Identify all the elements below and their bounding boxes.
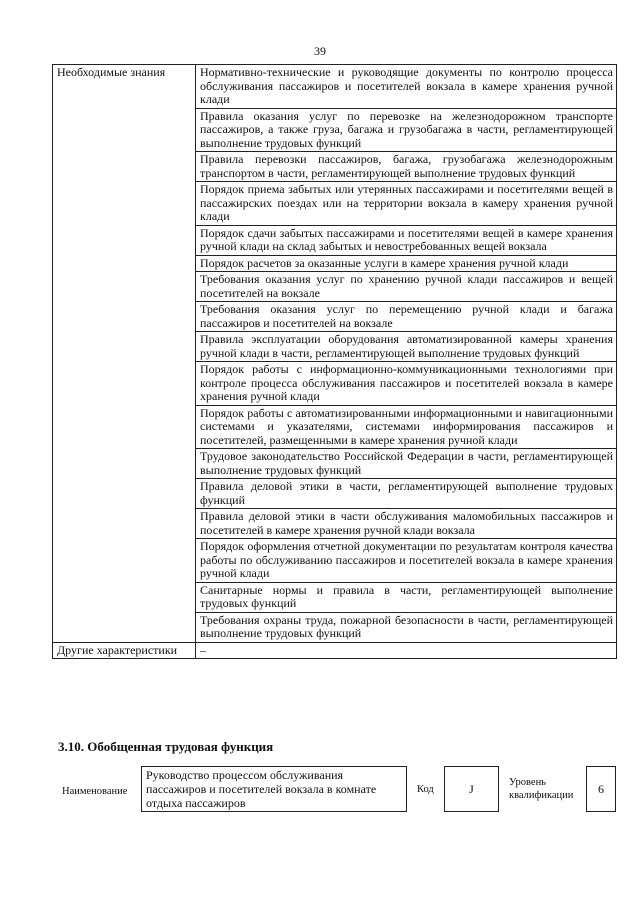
table-cell: Требования оказания услуг по хранению ручной клади пассажиров и вещей посетителей на вокзале [196, 272, 617, 302]
table-cell: Требования оказания услуг по перемещению ручной клади и багажа пассажиров и посетителей на вокзале [196, 302, 617, 332]
table-cell: Порядок работы с автоматизированными информационными и навигационными системами и указателями, системами информирования пассажиров и посетителей, размещенными в камере хранения ручной клади [196, 405, 617, 449]
table-cell: Правила деловой этики в части обслуживания маломобильных пассажиров и посетителей в камере хранения ручной клади вокзала [196, 509, 617, 539]
code-value: J [444, 766, 499, 812]
qualification-level-label: Уровень квалификации [509, 777, 574, 801]
table-cell: Правила оказания услуг по перевозке на железнодорожном транспорте пассажиров, а также груза, багажа и грузобагажа в части, регламентирующей выполнение трудовых функций [196, 108, 617, 152]
page-number: 39 [314, 44, 326, 58]
name-value: Руководство процессом обслуживания пассажиров и посетителей вокзала в комнате отдыха пассажиров [141, 766, 407, 812]
table-cell: Правила деловой этики в части, регламентирующей выполнение трудовых функций [196, 479, 617, 509]
table-cell: – [196, 642, 617, 659]
table-cell: Трудовое законодательство Российской Федерации в части, регламентирующей выполнение трудовых функций [196, 449, 617, 479]
row-label: Необходимые знания [53, 65, 196, 643]
row-label: Другие характеристики [53, 642, 196, 659]
table-cell: Порядок расчетов за оказанные услуги в камере хранения ручной клади [196, 255, 617, 272]
table-cell: Порядок приема забытых или утерянных пассажирами и посетителями вещей в пассажирских поездах или на территории вокзала в камеру хранения ручной клади [196, 182, 617, 226]
name-label: Наименование [62, 786, 128, 797]
table-cell: Правила перевозки пассажиров, багажа, грузобагажа железнодорожным транспортом в части, регламентирующей выполнение трудовых функций [196, 152, 617, 182]
table-cell: Санитарные нормы и правила в части, регламентирующей выполнение трудовых функций [196, 582, 617, 612]
qualification-level-value: 6 [586, 766, 616, 812]
table-cell: Порядок работы с информационно-коммуникационными технологиями при контроле процесса обслуживания пассажиров и посетителей вокзала в камере хранения ручной клади [196, 362, 617, 406]
section-heading: 3.10. Обобщенная трудовая функция [58, 739, 274, 754]
generalized-function-row [0, 766, 640, 820]
table-cell: Требования охраны труда, пожарной безопасности в части, регламентирующей выполнение трудовых функций [196, 612, 617, 642]
knowledge-table [52, 64, 617, 659]
table-cell: Порядок сдачи забытых пассажирами и посетителями вещей в камере хранения ручной клади на склад забытых и невостребованных вещей вокзала [196, 225, 617, 255]
table-cell: Правила эксплуатации оборудования автоматизированной камеры хранения ручной клади в части, регламентирующей выполнение трудовых функций [196, 332, 617, 362]
code-label: Код [417, 784, 434, 795]
table-cell: Нормативно-технические и руководящие документы по контролю процесса обслуживания пассажиров и посетителей вокзала в камере хранения ручной клади [196, 65, 617, 109]
table-row [53, 642, 617, 659]
table-row [53, 65, 617, 109]
table-cell: Порядок оформления отчетной документации по результатам контроля качества работы по обслуживанию пассажиров и посетителей вокзала в камере хранения ручной клади [196, 539, 617, 583]
